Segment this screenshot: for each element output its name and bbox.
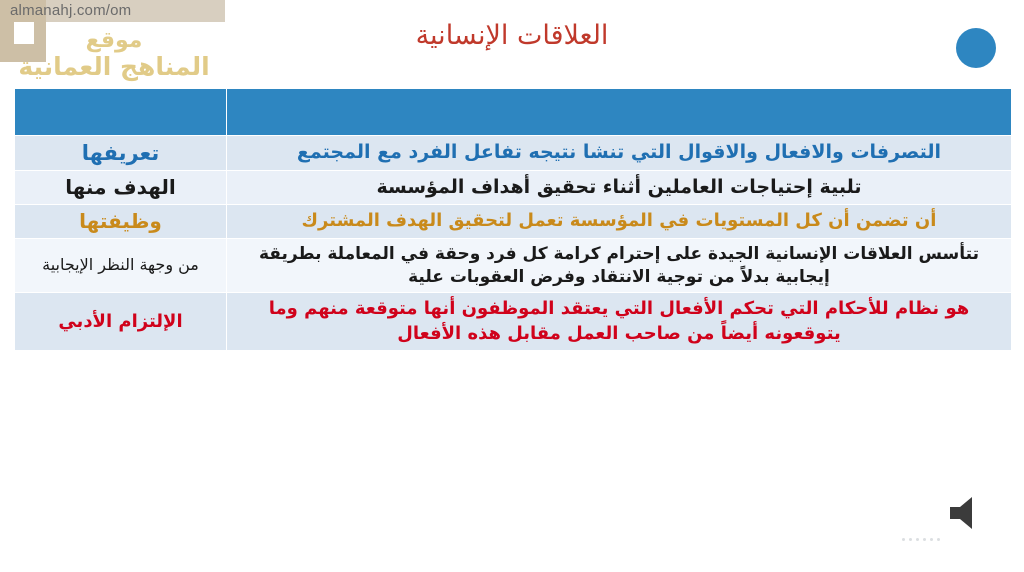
row-content-definition: التصرفات والافعال والاقوال التي تنشا نتيجه تفاعل الفرد مع المجتمع: [227, 136, 1012, 171]
row-label-moral-commitment: الإلتزام الأدبي: [15, 293, 227, 351]
row-content-moral-commitment: هو نظام للأحكام التي تحكم الأفعال التي يعتقد الموظفون أنها متوقعة منهم وما يتوقعونه أيضاً من صاحب العمل مقابل هذه الأفعال: [227, 293, 1012, 351]
row-content-function: أن تضمن أن كل المستويات في المؤسسة تعمل لتحقيق الهدف المشترك: [227, 205, 1012, 238]
table-header-row: [15, 89, 1012, 136]
table-row: [15, 136, 1012, 171]
table-header-label-cell: [15, 89, 227, 136]
row-label-function: وظيفتها: [15, 205, 227, 238]
row-content-positive-view: تتأسس العلاقات الإنسانية الجيدة على إحترام كرامة كل فرد وحقة في المعاملة بطريقة إيجابية بدلاً من توجية الانتقاد وفرض العقوبات علية: [227, 238, 1012, 293]
row-label-goal: الهدف منها: [15, 170, 227, 205]
watermark-arabic-text: [14, 28, 214, 82]
table-header-content-cell: [227, 89, 1012, 136]
row-label-positive-view: من وجهة النظر الإيجابية: [15, 238, 227, 293]
table-row: [15, 170, 1012, 205]
table-row: [15, 238, 1012, 293]
row-content-goal: تلبية إحتياجات العاملين أثناء تحقيق أهداف المؤسسة: [227, 170, 1012, 205]
page-title: العلاقات الإنسانية: [415, 20, 609, 51]
bottom-strip: [0, 536, 1024, 572]
decorative-dots: [882, 528, 942, 544]
table-row: [15, 293, 1012, 351]
watermark-arabic-line2: المناهج العمانية: [18, 52, 210, 82]
watermark-arabic-line1: موقع: [85, 28, 143, 53]
human-relations-table: [14, 88, 1012, 351]
table-row: [15, 205, 1012, 238]
decorative-circle: [956, 28, 996, 68]
content-table-wrapper: [15, 88, 1012, 351]
site-watermark: [0, 0, 225, 90]
row-label-definition: تعريفها: [15, 136, 227, 171]
watermark-url: almanahj.com/om: [10, 2, 132, 19]
speaker-volume-icon[interactable]: [946, 492, 1002, 534]
